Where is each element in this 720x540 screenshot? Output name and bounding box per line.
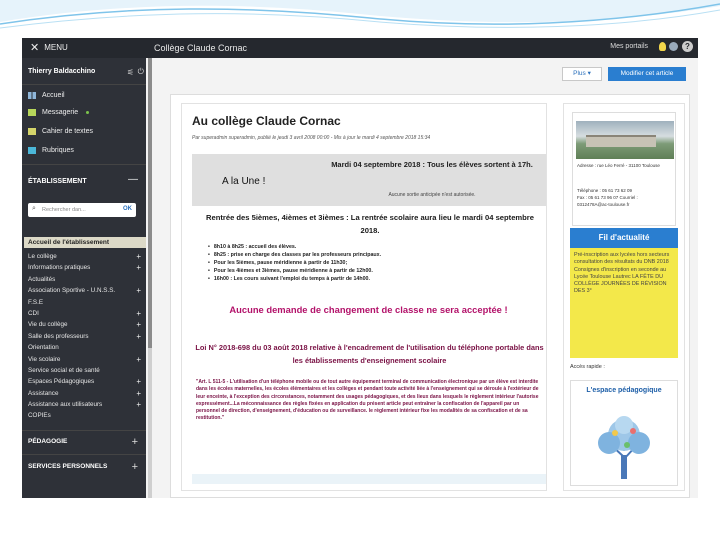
sidebar-item[interactable]: Association Sportive - U.N.S.S. + (28, 286, 141, 296)
sidebar-item[interactable]: Vie du collège + (28, 320, 141, 330)
expand-icon: + (131, 436, 138, 448)
section-services-personnels[interactable]: SERVICES PERSONNELS + (28, 461, 138, 473)
divider (22, 454, 146, 455)
article-meta: Par superadmin superadmin, publié le jeudi 3 avril 2008 00:00 - Mis à jour le mardi 4 septembre 2018 15:34 (192, 135, 431, 141)
help-icon[interactable]: ? (682, 41, 693, 52)
sidebar-nav-list (28, 253, 144, 424)
list-item: • 8h10 à 8h25 : accueil des élèves. (208, 244, 528, 252)
expand-icon: + (136, 400, 141, 410)
article-title: Au collège Claude Cornac (192, 114, 341, 128)
menu-button[interactable] (30, 43, 68, 52)
search-icon: ⌕ (32, 205, 36, 212)
expand-icon: + (136, 388, 141, 398)
plus-button[interactable]: Plus ▾ (562, 67, 602, 81)
expand-icon: + (136, 377, 141, 387)
section-etablissement[interactable]: ÉTABLISSEMENT (28, 178, 87, 185)
school-card (572, 112, 676, 226)
sidebar-item-accueil[interactable] (28, 92, 65, 99)
school-fax-row (577, 194, 673, 201)
right-column (563, 103, 685, 491)
sidebar-item[interactable]: Service social et de santé (28, 366, 100, 374)
quick-access-label: Accès rapide : (570, 364, 605, 370)
espace-title: L'espace pédagogique (586, 387, 662, 394)
chat-icon (28, 147, 36, 154)
sidebar-item[interactable]: COPIEs (28, 412, 51, 420)
sidebar-item[interactable]: Salle des professeurs + (28, 331, 141, 341)
law-heading: Loi N° 2018-698 du 03 août 2018 relative à l'encadrement de l'utilisation du téléphone portable dans les établissements d'enseignement scolaire (195, 343, 544, 365)
law-text: "Art. L 511-5 - L'utilisation d'un téléphone mobile ou de tout autre équipement terminal de communication électronique par un élève est interdite dans les écoles maternelles, les écoles élémentaires et les collèges et pendant toute activité liée à l'enseignement qui se déroule à l'extérieur de leur enceinte, à l'exception des circonstances, notamment des usages pédagogiques, et des lieux dans lesquels le règlement intérieur l'autorise expressément...La méconnaissance des règles fixées en application du présent article peut entraîner la confiscation de l'appareil par un personnel de direction, d'enseignement, d'éducation ou de surveillance. le règlement intérieur fixe les modalités de sa confiscation et de sa restitution." (196, 379, 539, 422)
school-address: Adresse : rue Léo Ferré - 31100 Toulouse (577, 163, 660, 168)
list-item: • Pour les 4ièmes et 3ièmes, pause méridienne à partir de 12h00. (208, 268, 528, 276)
user-avatar-icon[interactable] (669, 42, 678, 51)
news-feed (570, 228, 678, 358)
site-title: Collège Claude Cornac (154, 43, 248, 53)
logout-icon[interactable]: ⏻ (137, 67, 144, 76)
expand-icon: + (131, 461, 138, 473)
search-input[interactable]: Rechercher dan... (42, 207, 86, 213)
sidebar-item-label: Rubriques (42, 147, 74, 154)
tree-icon (591, 411, 657, 481)
expand-icon: + (136, 308, 141, 318)
edit-article-button[interactable]: Modifier cet article (608, 67, 686, 81)
lightbulb-icon[interactable] (659, 42, 666, 51)
espace-pedagogique-link[interactable] (570, 380, 678, 486)
sidebar (22, 58, 146, 498)
sidebar-item[interactable]: Informations pratiques + (28, 263, 141, 273)
menu-label: MENU (44, 43, 68, 52)
scrollbar-thumb[interactable] (148, 58, 152, 348)
book-icon (28, 128, 36, 135)
article-footer (192, 474, 547, 484)
headline-label: A la Une ! (222, 176, 266, 187)
sidebar-item-accueil-etablissement[interactable]: Accueil de l'établissement (24, 237, 146, 248)
screenshot (22, 38, 698, 498)
expand-icon: + (136, 320, 141, 330)
list-item: • 8h25 : prise en charge des classes par les professeurs principaux. (208, 252, 528, 260)
notification-dot (86, 111, 89, 114)
mail-icon (28, 109, 36, 116)
school-contact (577, 187, 673, 209)
top-bar (22, 38, 698, 58)
list-item: • 16h00 : Les cours suivant l'emploi du temps à partir de 14h00. (208, 276, 528, 284)
sidebar-item[interactable]: F.S.E (28, 298, 44, 306)
close-icon: ✕ (30, 41, 40, 54)
expand-icon: + (136, 286, 141, 296)
sidebar-item[interactable]: Le collège + (28, 252, 141, 261)
list-item: • Pour les 5ièmes, pause méridienne à partir de 11h30; (208, 260, 528, 268)
class-change-notice: Aucune demande de changement de classe ne sera acceptée ! (229, 304, 508, 315)
sidebar-item[interactable]: Assistance aux utilisateurs + (28, 400, 141, 410)
divider (22, 84, 146, 85)
sidebar-item[interactable]: CDI + (28, 308, 141, 318)
portals-menu[interactable]: Mes portails (610, 43, 648, 50)
email-label: Courriel : (619, 195, 638, 201)
sidebar-item-label: Cahier de textes (42, 128, 93, 135)
sidebar-item[interactable]: Orientation (28, 344, 59, 352)
sidebar-search[interactable] (28, 203, 136, 217)
school-phone: Téléphone : 05 61 73 62 09 (577, 188, 633, 193)
school-fax: Fax : 05 61 73 96 07 (577, 195, 619, 201)
sidebar-item[interactable]: Assistance + (28, 388, 141, 398)
headline-title: Mardi 04 septembre 2018 : Tous les élèves sortent à 17h. (331, 160, 533, 169)
decorative-wave (0, 0, 720, 40)
sidebar-item[interactable]: Vie scolaire + (28, 354, 141, 364)
content-frame (170, 94, 690, 498)
expand-icon: + (136, 263, 141, 273)
settings-sliders-icon[interactable]: ⚟ (126, 68, 134, 77)
user-name[interactable]: Thierry Baldacchino (28, 68, 96, 75)
rentree-notice: Rentrée des 5ièmes, 4ièmes et 3ièmes : La rentrée scolaire aura lieu le mardi 04 septembre 2018. (206, 213, 534, 236)
expand-icon: + (136, 354, 141, 364)
school-photo (576, 121, 674, 159)
expand-icon: + (136, 331, 141, 341)
expand-icon: + (136, 252, 141, 261)
sidebar-item[interactable]: Actualités (28, 275, 56, 283)
grid-icon (28, 92, 36, 99)
article (181, 103, 547, 491)
sidebar-scrollbar[interactable] (148, 58, 152, 498)
news-feed-text[interactable]: Pré-inscription aux lycées hors secteurs consultation des résultats du DNB 2018 Consignes d'inscription en seconde au Lycée Toulouse Lautrec LA FÊTE DU COLLÈGE JOURNÉES DE RÉVISION DES 3° (574, 252, 670, 295)
sidebar-item-cahier[interactable] (28, 128, 93, 135)
collapse-icon[interactable]: — (128, 174, 138, 185)
sidebar-item-label: Messagerie (42, 109, 79, 116)
search-ok-button[interactable]: OK (123, 206, 132, 212)
headline-box (192, 154, 547, 206)
news-feed-title: Fil d'actualité (570, 228, 678, 248)
sidebar-item-rubriques[interactable] (28, 147, 74, 154)
section-pedagogie[interactable]: PÉDAGOGIE + (28, 436, 138, 448)
schedule-list (208, 244, 528, 284)
divider (22, 164, 146, 165)
headline-subtitle: Aucune sortie anticipée n'est autorisée. (388, 192, 476, 198)
sidebar-item-messagerie[interactable] (28, 109, 89, 116)
school-email[interactable]: 0312478A@ac-toulouse.fr (577, 202, 630, 208)
divider (22, 430, 146, 431)
sidebar-item-label: Accueil (42, 92, 65, 99)
sidebar-item[interactable]: Espaces Pédagogiques + (28, 377, 141, 387)
